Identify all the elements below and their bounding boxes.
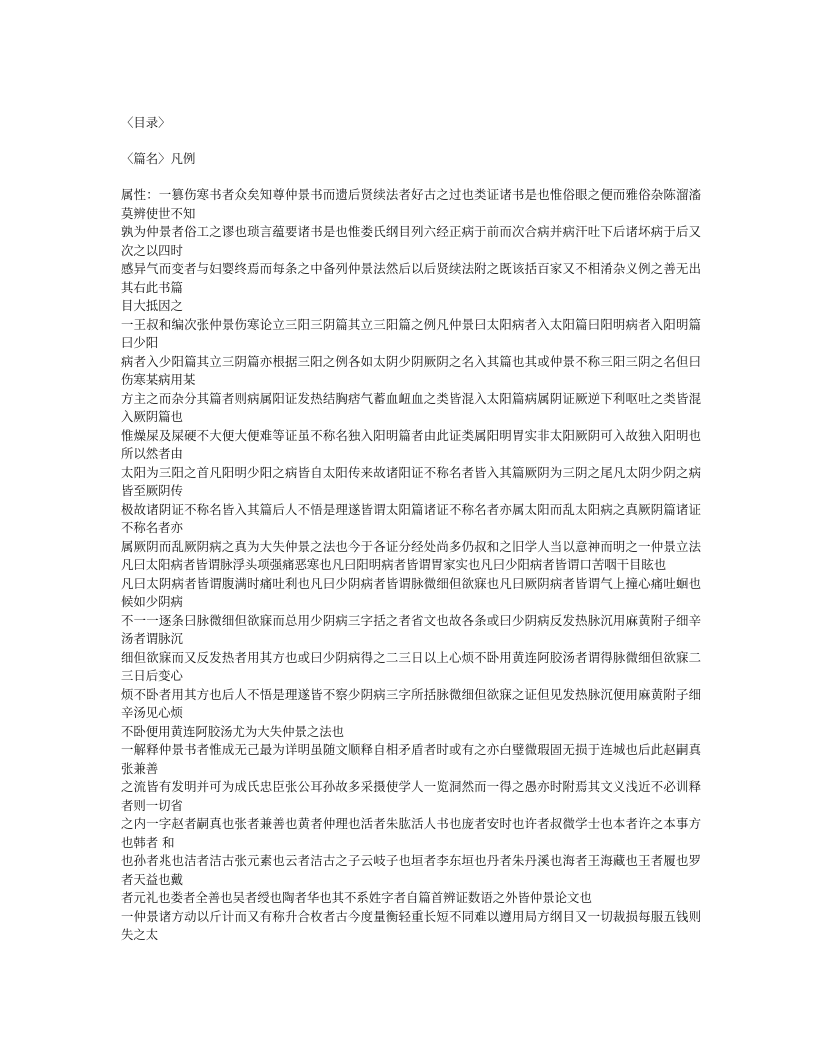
paragraph: 一仲景诸方动以斤计而又有称升合枚者古今度量衡轻重长短不同难以遵用局方纲目又一切裁损每服五钱则失之太 — [121, 908, 701, 942]
paragraph: 一王叔和编次张仲景伤寒论立三阳三阴篇其立三阳篇之例凡仲景曰太阳病者入太阳篇曰阳明病者入阳明篇曰少阳 — [121, 316, 701, 350]
paragraph: 之内一字赵者嗣真也张者兼善也黄者仲理也活者朱肱活人书也庞者安时也许者叔微学士也本者许之本事方也韩者 和 — [121, 816, 701, 850]
paragraph: 不卧便用黄连阿胶汤尤为大失仲景之法也 — [121, 723, 345, 739]
paragraph: 方主之而杂分其篇者则病属阳证发热结胸痞气蓄血衄血之类皆混入太阳篇病属阴证厥逆下利呕吐之类皆混入厥阴篇也 — [121, 390, 701, 424]
paragraph: 感异气而变者与妇婴终焉而每条之中备列仲景法然后以后贤续法附之既该括百家又不相淆杂义例之善无出其右此书篇 — [121, 261, 701, 295]
paragraph: 一解释仲景书者惟成无己最为详明虽随文顺释自相矛盾者时或有之亦白璧微瑕固无损于连城也后此赵嗣真张兼善 — [121, 742, 701, 776]
paragraph: 属性：一篡伤寒书者众矣知尊仲景书而遗后贤续法者好古之过也类证诸书是也惟俗眼之便而雅俗杂陈溜滀莫辨使世不知 — [121, 187, 701, 221]
paragraph: 属厥阴而乱厥阴病之真为大失仲景之法也今于各证分经处尚多仍叔和之旧学人当以意神而明之一仲景立法凡曰太阳病者皆谓脉浮头项强痛恶寒也凡曰阳明病者皆谓胃家实也凡曰少阳病者皆谓口苦咽干目眩也 — [121, 538, 701, 572]
paragraph: 病者入少阳篇其立三阴篇亦根据三阳之例各如太阴少阴厥阴之名入其篇也其或仲景不称三阳三阴之名但曰伤寒某病用某 — [121, 353, 701, 387]
chapter-title: 〈篇名〉凡例 — [121, 151, 196, 166]
paragraph: 惟燥屎及屎硬不大便大便难等证虽不称名独入阳明篇者由此证类属阳明胃实非太阳厥阴可入故独入阳明也所以然者由 — [121, 427, 701, 461]
paragraph: 孰为仲景者俗工之谬也琐言蕴要诸书是也惟娄氏纲目列六经正病于前而次合病并病汗吐下后诸坏病于后又次之以四时 — [121, 224, 701, 258]
paragraph: 也孙者兆也洁者洁古张元素也云者洁古之子云岐子也垣者李东垣也丹者朱丹溪也海者王海藏也王者履也罗者天益也戴 — [121, 853, 701, 887]
paragraph: 者元礼也娄者全善也吴者绶也陶者华也其不系姓字者自篇首辨证数语之外皆仲景论文也 — [121, 890, 592, 905]
document-body — [121, 186, 701, 945]
toc-label: 〈目录〉 — [121, 115, 171, 130]
paragraph: 极故诸阴证不称名皆入其篇后人不悟是理遂皆谓太阳篇诸证不称名者亦属太阳而乱太阳病之真厥阴篇诸证不称名者亦 — [121, 501, 701, 535]
paragraph: 凡曰太阴病者皆谓腹满时痛吐利也凡曰少阴病者皆谓脉微细但欲寐也凡曰厥阴病者皆谓气上撞心痛吐蛔也候如少阴病 — [121, 575, 701, 609]
paragraph: 烦不卧者用其方也后人不悟是理遂皆不察少阴病三字所括脉微细但欲寐之证但见发热脉沉便用麻黄附子细辛汤见心烦 — [121, 686, 701, 720]
paragraph: 目大抵因之 — [121, 298, 183, 313]
paragraph: 之流皆有发明并可为成氏忠臣张公耳孙故多采摄使学人一览洞然而一得之愚亦时附焉其文义浅近不必训释者则一切省 — [121, 779, 701, 813]
paragraph: 不一一逐条曰脉微细但欲寐而总用少阴病三字括之者省文也故各条或曰少阴病反发热脉沉用麻黄附子细辛汤者谓脉沉 — [121, 612, 701, 646]
paragraph: 细但欲寐而又反发热者用其方也或曰少阴病得之二三日以上心烦不卧用黄连阿胶汤者谓得脉微细但欲寐二三日后变心 — [121, 649, 701, 683]
paragraph: 太阳为三阳之首凡阳明少阳之病皆自太阳传来故诸阳证不称名者皆入其篇厥阴为三阴之尾凡太阴少阴之病皆至厥阴传 — [121, 464, 701, 498]
